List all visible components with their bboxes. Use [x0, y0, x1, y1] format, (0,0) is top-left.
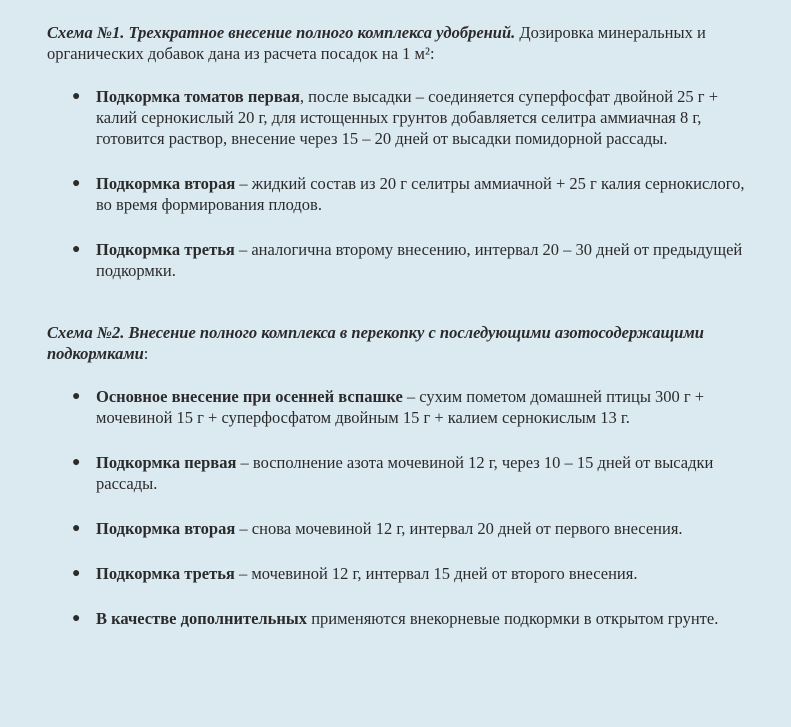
item-title: Подкормка вторая [96, 174, 236, 193]
bullet-icon: ● [72, 389, 81, 404]
scheme-2-colon: : [143, 344, 149, 363]
list-item [72, 563, 761, 584]
item-title: Подкормка третья [96, 564, 235, 583]
item-title: В качестве дополнительных [96, 609, 308, 628]
list-item [72, 518, 761, 539]
item-text: – сухим пометом домашней птицы 300 г + мочевиной 15 г + суперфосфатом двойным 15 г + калием сернокислым 13 г. [96, 387, 705, 427]
item-title: Подкормка третья [96, 240, 235, 259]
bullet-icon: ● [72, 611, 81, 626]
scheme-2-list [47, 386, 761, 629]
scheme-2-title: Схема №2. Внесение полного комплекса в перекопку с последующими азотосодержащими подкормками [47, 323, 704, 363]
item-text: – снова мочевиной 12 г, интервал 20 дней от первого внесения. [235, 519, 683, 538]
list-item [72, 608, 761, 629]
scheme-1-title: Схема №1. Трехкратное внесение полного комплекса удобрений. [47, 23, 516, 42]
item-text: , после высадки – соединяется суперфосфат двойной 25 г + калий сернокислый 20 г, для истощенных грунтов добавляется селитра аммиачная 8 г, готовится раствор, внесение через 15 – 20 дней от высадки помидорной рассады. [96, 87, 719, 148]
bullet-icon: ● [72, 566, 81, 581]
item-title: Подкормка вторая [96, 519, 236, 538]
item-text: – аналогична второму внесению, интервал 20 – 30 дней от предыдущей подкормки. [96, 240, 743, 280]
bullet-icon: ● [72, 521, 81, 536]
scheme-1-list [47, 86, 761, 281]
item-title: Основное внесение при осенней вспашке [96, 387, 403, 406]
item-title: Подкормка первая [96, 453, 237, 472]
list-item [72, 386, 761, 428]
scheme-1-intro: Дозировка минеральных и органических добавок дана из расчета посадок на 1 м²: [47, 23, 706, 63]
bullet-icon: ● [72, 89, 81, 104]
list-item [72, 452, 761, 494]
list-item [72, 86, 761, 149]
list-item [72, 239, 761, 281]
list-item [72, 173, 761, 215]
bullet-icon: ● [72, 242, 81, 257]
item-text: применяются внекорневые подкормки в открытом грунте. [307, 609, 719, 628]
scheme-2-heading [47, 322, 761, 364]
scheme-1-heading [47, 22, 761, 64]
bullet-icon: ● [72, 455, 81, 470]
bullet-icon: ● [72, 176, 81, 191]
item-text: – мочевиной 12 г, интервал 15 дней от второго внесения. [234, 564, 638, 583]
item-title: Подкормка томатов первая [96, 87, 300, 106]
item-text: – жидкий состав из 20 г селитры аммиачной + 25 г калия сернокислого, во время формирования плодов. [96, 174, 745, 214]
item-text: – восполнение азота мочевиной 12 г, через 10 – 15 дней от высадки рассады. [96, 453, 714, 493]
